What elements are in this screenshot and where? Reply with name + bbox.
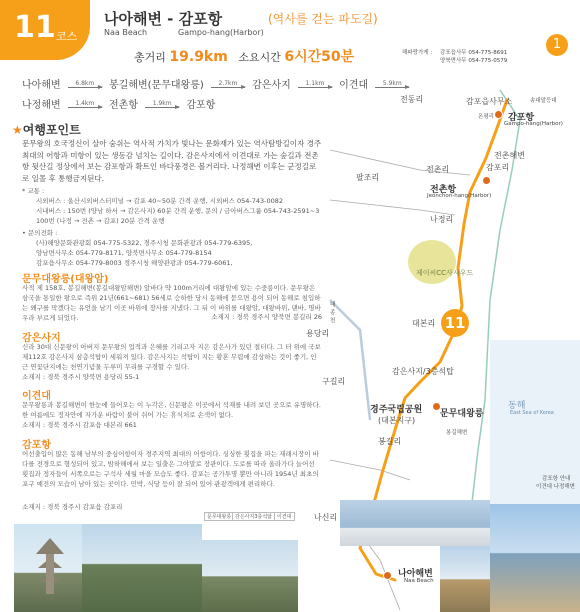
map-label: 봉길해변 xyxy=(446,430,468,436)
map-pin-gampo xyxy=(494,110,503,119)
sea-label-en: East Sea of Korea xyxy=(510,410,554,416)
map-label: 봉길리 xyxy=(378,437,402,446)
course-number: 11 xyxy=(14,10,56,45)
traffic-line: 시내버스 : 150번 (양남 하서 → 감은사지) 60분 간격 운행, 문의 / 금아버스그룹 054-743-2591~3 xyxy=(36,207,320,215)
photo-pavilion xyxy=(202,540,298,612)
photo-shore xyxy=(440,546,490,612)
photo-temple-site xyxy=(82,524,202,612)
route-stop: 봉길해변(문무대왕릉) xyxy=(109,80,204,91)
title-en-end: Gampo-hang(Harbor) xyxy=(178,28,264,37)
map-label-park: 경주국립공원 xyxy=(370,405,423,415)
inquiry-line: 양남면사무소 054-779-8171, 양북면사무소 054-779-8154 xyxy=(36,249,212,257)
title-en-start: Naa Beach xyxy=(104,28,148,37)
distance-label: 총거리 xyxy=(134,51,166,64)
map-pin-jeonchon xyxy=(482,176,491,185)
map-label: 나신리 xyxy=(314,513,338,522)
sight-title: 감은사지 xyxy=(22,333,61,344)
map-label: 온평리 xyxy=(478,114,494,120)
photo-caption: 감은사지3층석탑 xyxy=(232,512,275,521)
map-office-2: 양북면사무 054-775-0579 xyxy=(440,58,508,64)
segment-distance: 1.1km xyxy=(305,79,325,87)
sight-text: 신라 30대 신문왕이 아버지 문무왕의 업적과 은혜를 기리고자 지은 감은사가 있던 절터다. 그 터 위에 국보 제112호 감은사지 삼층석탑이 세워져 있다. 감은사지는 석탑이 지는 황혼 무렵에 감상하는 것이 좋기, 인근 연꽃단지에는 천연기념물 두루미 무리를 구경할 수 있다. xyxy=(22,343,321,371)
intro-paragraph: 문무왕의 호국정신이 살아 숨쉬는 역사적 가치가 빛나는 문화재가 있는 역사탐방길이자 경주 최대의 어항과 미항이 있는 생동감 넘치는 길이다. 감은사지에서 이견대로 가는 숲길과 전촌항 뒷산길 정상에서 보는 감포항과 확트인 바다풍경은 볼거리다. 나정해변 이후는 군정길로로 일몰 후 통행금지된다. xyxy=(22,139,322,183)
segment-distance: 1.4km xyxy=(75,99,95,107)
map-label: 대종천 xyxy=(330,302,336,324)
traffic-line: 100번 (나정 → 전촌 → 감포) 20분 간격 운행 xyxy=(36,217,165,225)
inquiry-line: (사)해양문화관광회 054-775-5322, 경주시청 문화관광과 054-779-6395, xyxy=(36,239,253,247)
photo-caption: 이견대 xyxy=(274,512,295,521)
map-label: 감포리 xyxy=(486,163,510,172)
page-subtitle: (역사를 걷는 파도길) xyxy=(268,12,378,26)
distance-value: 19.9km xyxy=(169,49,228,65)
map-label: 팔조리 xyxy=(356,173,380,182)
map-legend: 이견대 나정해변 xyxy=(536,484,575,490)
map-label: 송대말등대 xyxy=(530,98,557,104)
photo-beach xyxy=(490,504,580,612)
map-label-jeonchon: 전촌항 xyxy=(430,185,457,195)
map-label: 전동리 xyxy=(400,95,424,104)
route-stop: 나아해변 xyxy=(22,80,61,91)
time-value: 6시간50분 xyxy=(284,49,355,65)
map-label-gampo-en: Gampo-hang(Harbor) xyxy=(504,121,563,127)
route-stop: 감포항 xyxy=(186,100,216,111)
map-label-naa-en: Naa Beach xyxy=(404,578,434,584)
star-icon: ★ xyxy=(12,123,23,137)
course-label: 코스 xyxy=(56,30,78,43)
map-label-igyeonda: 감은사지/3층석탑 xyxy=(392,367,454,376)
sight-source: 소재지 : 경북 경주시 감포읍 감포리 xyxy=(22,503,123,511)
sight-title: 문무대왕릉(대왕암) xyxy=(22,274,109,285)
segment-distance: 5.9km xyxy=(382,79,402,87)
photo-harbor xyxy=(340,500,490,546)
segment-distance: 2.7km xyxy=(218,79,238,87)
sea-label: 동해 xyxy=(508,401,526,411)
sight-text: 어선출입이 많은 동해 남부의 중심어항이자 경주지역 최대의 어항이다. 싱싱한 횟집을 파는 재래시장이 바다를 전경으로 형성되어 있고, 밤하해에서 보는 일출은 그야말로 장관이다. 도로를 따라 올라가다 늘어선 횟집과 정자들이 서쪽으로는 구석사 세월 마을 모습도 좋다. 감포는 공가투명 뿐만 아니라 1954년 최초의 포구 예전의 모습이 남아 있는 곳이다. 민박, 식당 등이 잘 되어 있어 관광객에게 편리하다. xyxy=(22,450,319,488)
map-label: 대본리 xyxy=(412,319,436,328)
sight-source: 소재지 : 경북 경주시 감포읍 대본리 661 xyxy=(22,421,137,429)
map-label-park-zone: (대본지구) xyxy=(378,416,416,425)
traffic-line: 시외버스 : 울산시외버스터미널 → 감포 40~50분 간격 운행, 시외버스 054-743-0082 xyxy=(36,197,284,205)
route-stop: 이견대 xyxy=(339,80,369,91)
section-heading-text: 여행포인트 xyxy=(22,123,81,137)
map-label: 나정리 xyxy=(430,215,454,224)
map-label-gampo: 감포항 xyxy=(508,113,535,123)
sight-title: 감포항 xyxy=(22,440,51,451)
map-label: 구길리 xyxy=(322,377,346,386)
pagoda-icon xyxy=(14,524,82,612)
map-label: 용당리 xyxy=(306,329,330,338)
map-label-camp: 제이씨CC사시우드 xyxy=(416,269,474,277)
map-legend: 감포항 안내 xyxy=(542,476,571,482)
photo-caption: 문무대왕릉 xyxy=(204,512,234,521)
sight-source: 소재지 : 경북 경주시 양북면 용당리 55-1 xyxy=(22,373,140,381)
inquiry-title: • 문의전화 : xyxy=(22,229,58,237)
route-stop: 감은사지 xyxy=(252,80,291,91)
route-stop: 전촌항 xyxy=(109,100,138,111)
map-label-munmu: 문무대왕릉 xyxy=(440,409,484,419)
sight-text: 사적 제 158호, 봉길해변(봉길대왕암해변) 앞바다 약 100m거리에 대왕암에 있는 수중릉이다. 문무왕은 삼국을 통일한 왕으로 즉위 21년(661~681) 56세로 승하한 당시 동해에 묻으면 용이 되어 동해로 침입하는 왜구를 막겠다는 유언을 남기 이곳 바위에 장사를 지냈다. 그 뒤 이 바위를 대왕암, 대왕바위, 댄바, 명바우라 부르게 되었다. xyxy=(22,284,321,322)
map-label-naa: 나아해변 xyxy=(398,569,433,579)
map-office-1: 감포읍사무 054-775-8691 xyxy=(440,50,508,56)
time-label: 소요시간 xyxy=(238,51,281,64)
photo-pagoda xyxy=(14,524,82,612)
segment-distance: 1.9km xyxy=(152,99,172,107)
course-marker: 11 xyxy=(441,309,469,337)
map-label-jeonchon-en: Jeonchon-hang(Harbor) xyxy=(427,193,492,199)
sight-text: 문무왕릉과 봉길해변이 한눈에 들어오는 이 누각은, 신문왕은 이곳에서 석재를 내려 보던 곳으로 유명하다. 한 여름에도 정자안에 자가운 바람이 불어 쉬어 가는 휴식처로 손색이 없다. xyxy=(22,401,321,419)
sight-source: 소재지 : 경북 경주시 양북면 봉길리 26 xyxy=(211,313,322,321)
page-title: 나아해변 - 감포항 xyxy=(104,10,223,28)
map-label: 감포읍사무소 xyxy=(466,97,513,106)
map-label: 전촌해변 xyxy=(494,151,525,160)
segment-distance: 6.8km xyxy=(75,79,95,87)
sight-title: 이견대 xyxy=(22,391,51,402)
map-pin-naa xyxy=(383,571,392,580)
corner-mark: 1 xyxy=(546,34,568,56)
inquiry-line: 감포읍사무소 054-779-8003 경주시청 해양관광과 054-779-6061, xyxy=(36,259,233,267)
route-stop: 나정해변 xyxy=(22,100,61,111)
map-label: 전촌리 xyxy=(426,165,450,174)
traffic-title: * 교통 : xyxy=(22,187,45,195)
map-office-title: 해파랑가게 : xyxy=(402,50,433,56)
